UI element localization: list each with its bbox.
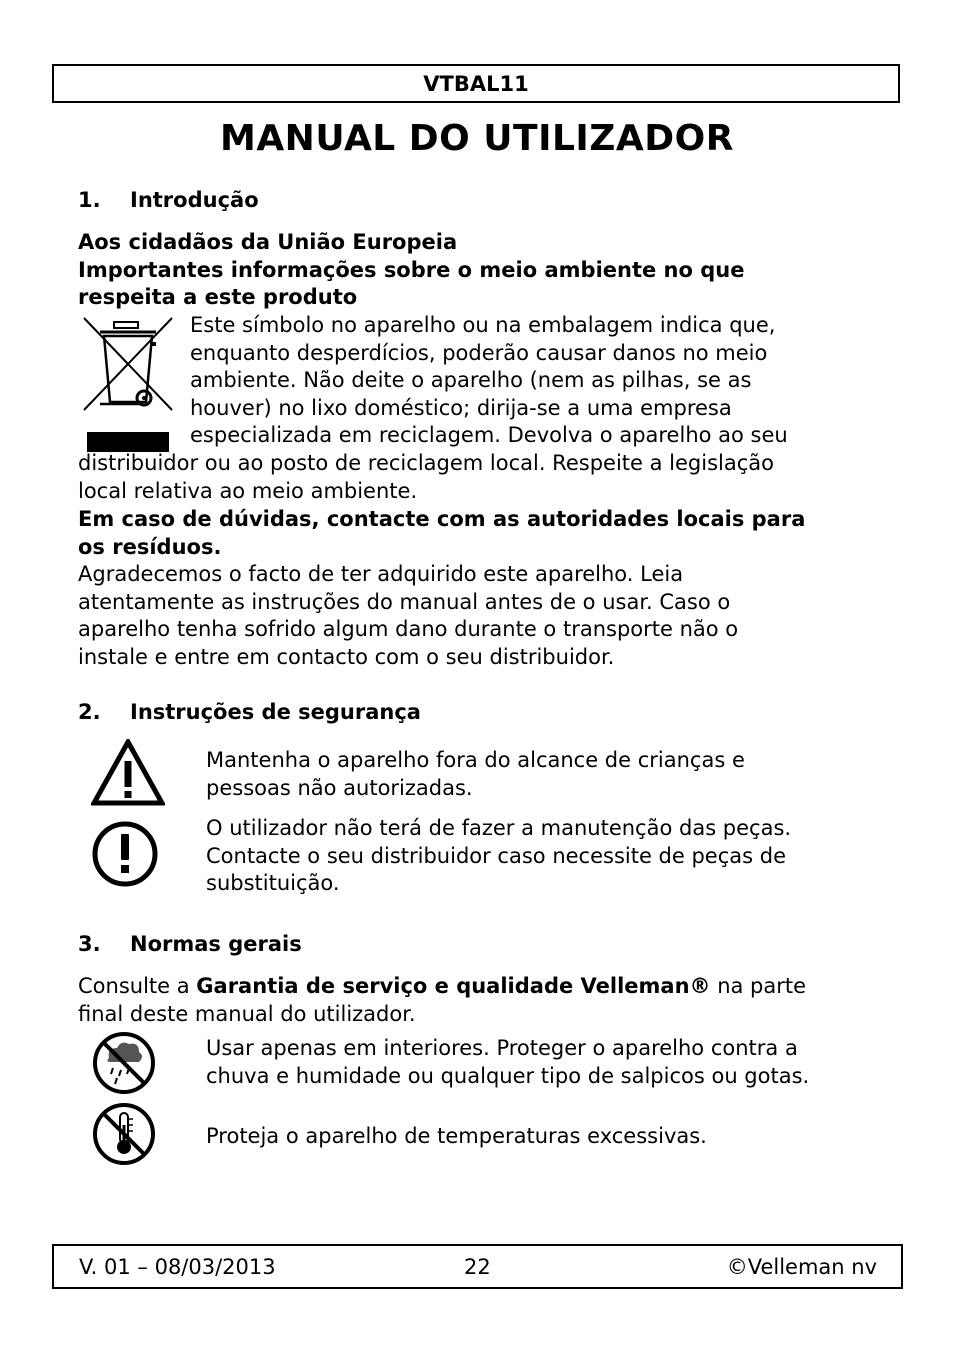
safety-line: pessoas não autorizadas. xyxy=(206,775,473,800)
crossed-bin-icon xyxy=(80,314,176,452)
safety-item-1-text xyxy=(206,747,745,802)
consult-prefix: Consulte a xyxy=(78,974,197,998)
consult-line-2: final deste manual do utilizador. xyxy=(78,1001,416,1026)
warranty-reference: Garantia de serviço e qualidade Velleman® xyxy=(196,974,711,998)
header-model: VTBAL11 xyxy=(423,71,529,96)
section-1-heading xyxy=(78,188,259,212)
thanks-line: atentamente as instruções do manual antes de o usar. Caso o xyxy=(78,589,731,614)
section-2-number: 2. xyxy=(78,700,101,724)
section-3-number: 3. xyxy=(78,932,101,956)
thanks-line: aparelho tenha sofrido algum dano durante o transporte não o xyxy=(78,617,739,642)
section-3-title: Normas gerais xyxy=(130,932,302,956)
weee-line: ambiente. Não deite o aparelho (nem as pilhas, se as xyxy=(190,368,752,393)
weee-line: distribuidor ou ao posto de reciclagem local. Respeite a legislação xyxy=(78,451,774,475)
footer-box xyxy=(52,1244,903,1289)
doubt-text xyxy=(78,506,805,561)
footer-page-number: 22 xyxy=(464,1255,491,1279)
safety-line: substituição. xyxy=(206,871,340,896)
section-2-title: Instruções de segurança xyxy=(130,700,421,724)
env-heading-line2: respeita a este produto xyxy=(78,285,358,309)
weee-line: especializada em reciclagem. Devolva o aparelho ao seu xyxy=(190,423,788,448)
indoor-line: chuva e humidade ou qualquer tipo de salpicos ou gotas. xyxy=(206,1063,810,1088)
weee-line: local relativa ao meio ambiente. xyxy=(78,478,418,503)
section-3-heading xyxy=(78,932,302,956)
eu-heading: Aos cidadãos da União Europeia xyxy=(78,230,458,254)
temperature-text: Proteja o aparelho de temperaturas excessivas. xyxy=(206,1124,707,1148)
section-1-number: 1. xyxy=(78,188,101,212)
weee-text xyxy=(190,312,788,450)
weee-line: houver) no lixo doméstico; dirija-se a uma empresa xyxy=(190,395,732,420)
doubt-line: Em caso de dúvidas, contacte com as autoridades locais para xyxy=(78,507,806,531)
indoor-text xyxy=(206,1035,809,1090)
weee-line: enquanto desperdícios, poderão causar danos no meio xyxy=(190,340,768,365)
header-model-box xyxy=(52,64,900,103)
thanks-line: Agradecemos o facto de ter adquirido este aparelho. Leia xyxy=(78,562,684,586)
thanks-text xyxy=(78,561,738,671)
section-2-heading xyxy=(78,700,421,724)
warning-triangle-icon xyxy=(91,739,165,806)
page-title: MANUAL DO UTILIZADOR xyxy=(220,118,734,159)
weee-text-cont xyxy=(78,450,774,505)
no-rain-icon xyxy=(91,1030,157,1096)
safety-line: Mantenha o aparelho fora do alcance de crianças e xyxy=(206,748,745,772)
footer-version: V. 01 – 08/03/2013 xyxy=(79,1255,276,1279)
thanks-line: instale e entre em contacto com o seu distribuidor. xyxy=(78,644,615,669)
doubt-line: os resíduos. xyxy=(78,534,222,559)
weee-line: Este símbolo no aparelho ou na embalagem indica que, xyxy=(190,313,776,337)
consult-text xyxy=(78,973,806,1028)
consult-suffix: na parte xyxy=(710,974,807,998)
footer-copyright: ©Velleman nv xyxy=(726,1255,877,1279)
section-1-title: Introdução xyxy=(130,188,259,212)
no-heat-icon xyxy=(91,1101,157,1167)
env-heading-line1: Importantes informações sobre o meio ambiente no que xyxy=(78,258,745,282)
safety-line: Contacte o seu distribuidor caso necessite de peças de xyxy=(206,843,787,868)
exclamation-circle-icon xyxy=(91,820,159,888)
consult-line-1 xyxy=(78,973,806,1001)
indoor-line: Usar apenas em interiores. Proteger o aparelho contra a xyxy=(206,1036,798,1060)
safety-line: O utilizador não terá de fazer a manutenção das peças. xyxy=(206,816,792,840)
safety-item-2-text xyxy=(206,815,791,898)
